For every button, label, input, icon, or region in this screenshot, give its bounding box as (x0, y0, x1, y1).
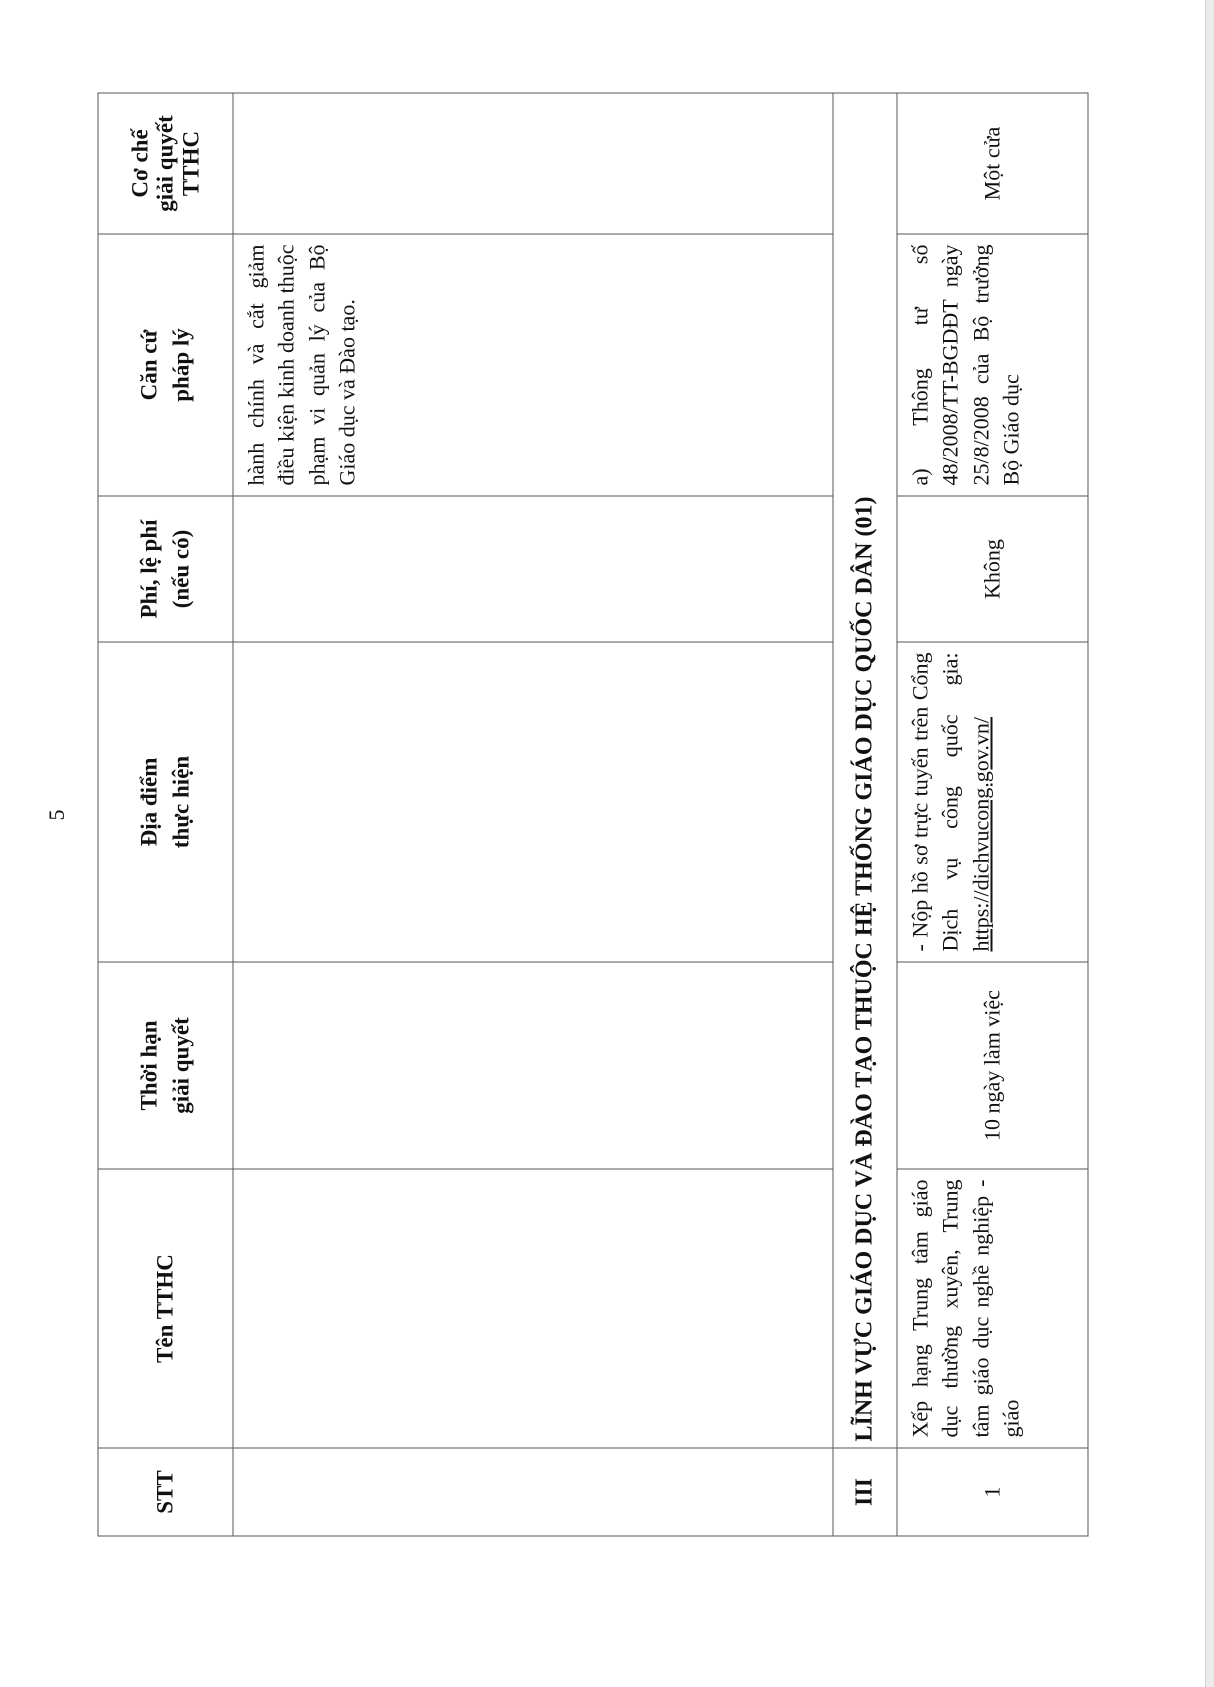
table-row (897, 93, 1088, 1536)
section-title: LĨNH VỰC GIÁO DỤC VÀ ĐÀO TẠO THUỘC HỆ THỐNG GIÁO DỤC QUỐC DÂN (01) (833, 93, 897, 1448)
cell-stt-empty (233, 1448, 833, 1536)
cell-co-che-empty (233, 93, 833, 234)
header-dia-diem: Địa điểm thực hiện (98, 642, 233, 962)
header-ten-tthc: Tên TTHC (98, 1169, 233, 1448)
item-thoi-han: 10 ngày làm việc (897, 962, 1088, 1169)
cell-can-cu-continuation: hành chính và cắt giảm điều kiện kinh doanh thuộc phạm vi quản lý của Bộ Giáo dục và Đào tạo. (233, 234, 833, 496)
header-can-cu: Căn cứ pháp lý (98, 234, 233, 496)
header-co-che: Cơ chế giải quyết TTHC (98, 93, 233, 234)
item-co-che: Một cửa (897, 93, 1088, 234)
item-phi: Không (897, 496, 1088, 642)
item-dia-diem-text: - Nộp hồ sơ trực tuyến trên Cổng Dịch vụ công quốc gia: (907, 652, 963, 952)
cell-phi-empty (233, 496, 833, 642)
cell-ten-tthc-empty (233, 1169, 833, 1448)
table-header-row (98, 93, 233, 1536)
header-thoi-han: Thời hạn giải quyết (98, 962, 233, 1169)
item-stt: 1 (897, 1448, 1088, 1536)
dichvucong-link[interactable]: https://dichvucong.gov.vn/ (967, 717, 993, 952)
tthc-table (97, 93, 1088, 1537)
item-dia-diem (897, 642, 1088, 962)
cell-dia-diem-empty (233, 642, 833, 962)
item-can-cu: a) Thông tư số 48/2008/TT-BGDĐT ngày 25/8/2008 của Bộ trưởng Bộ Giáo dục (897, 234, 1088, 496)
viewer-margin (1205, 0, 1214, 1687)
table-row-continuation (233, 93, 833, 1536)
page-number: 5 (44, 809, 69, 821)
rotated-table-wrapper (97, 94, 1087, 1537)
item-ten-tthc: Xếp hạng Trung tâm giáo dục thường xuyên, Trung tâm giáo dục nghề nghiệp - giáo (897, 1169, 1088, 1448)
cell-thoi-han-empty (233, 962, 833, 1169)
section-number: III (833, 1448, 897, 1536)
header-stt: STT (98, 1448, 233, 1536)
section-row (833, 93, 897, 1536)
header-phi-le-phi: Phí, lệ phí (nếu có) (98, 496, 233, 642)
